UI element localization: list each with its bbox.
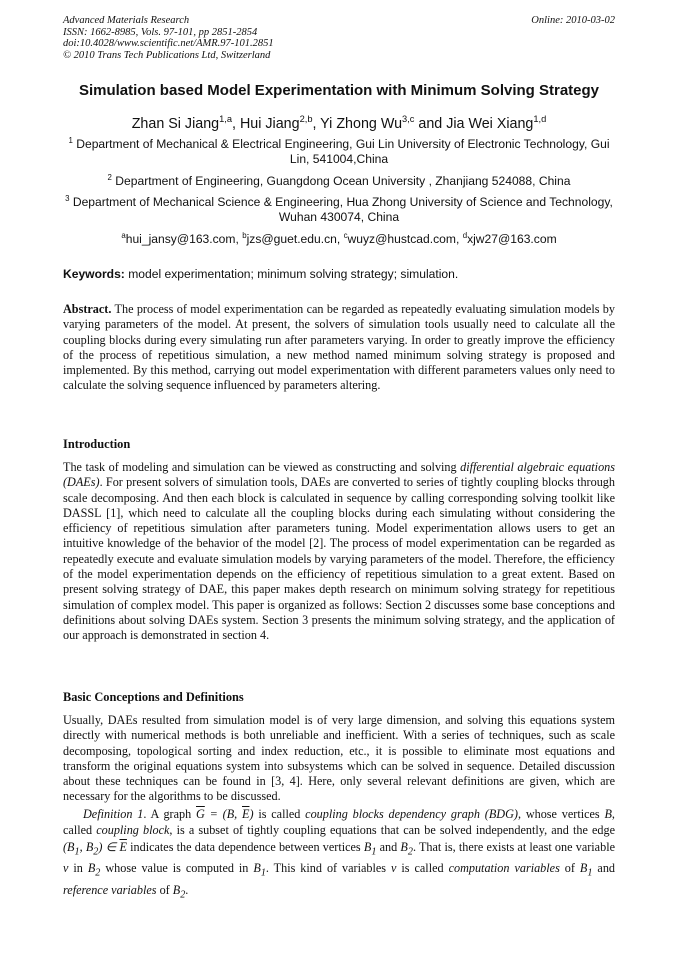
author-name: Yi Zhong Wu [320,116,403,132]
author-list [40,116,638,132]
introduction-paragraph [63,460,615,644]
affiliation-text: Department of Mechanical & Electrical Engineering, Gui Lin University of Electronic Technology, Gui Lin, 541004,China [76,137,610,166]
copyright-line: © 2010 Trans Tech Publications Ltd, Switzerland [63,49,271,61]
email-list [63,232,615,246]
affiliation-text: Department of Engineering, Guangdong Ocean University , Zhanjiang 524088, China [115,174,571,188]
author-name: Zhan Si Jiang [131,116,220,132]
keywords [63,267,615,281]
math-var: $B_2$ [400,839,413,858]
definition-text: whose value is computed in [100,861,254,876]
email-separator: , [336,232,344,246]
email-link[interactable]: hui_jansy@163.com [125,232,236,246]
email-sup: c [343,230,348,240]
definition-text: and [376,839,401,854]
definition-emphasis: coupling block [96,823,170,838]
abstract [63,302,615,394]
affiliation-2 [63,174,615,189]
keywords-text: model experimentation; minimum solving strategy; simulation. [124,267,459,281]
definition-emphasis: reference variables [63,883,157,898]
affiliation-sup: 2 [107,172,112,182]
definition-text: , called [63,807,615,838]
email-sup: b [242,230,247,240]
math-var: $B_1$ [579,861,593,879]
author-name: Hui Jiang [239,116,300,132]
definition-text: . That is, there exists at least one variable [412,839,615,854]
math-var: $B_1$ [253,861,266,879]
email-sup: d [462,230,468,240]
author-sup: 1,a [219,114,233,125]
journal-header [63,15,615,61]
basic-text: Usually, DAEs resulted from simulation model is of very large dimension, and solving this equations system directly with numerical methods is both unreliable and inefficient. With a series of techniques, such as scale decomposing, topological sorting and index reduction, etc., it is possible to eliminate most equations and transform the original equations system into subsystems which can be solved in sequence. Detailed discussion about these techniques can be found in [3, 4]. Here, only several relevant definitions are given, which are necessary for the algorithms to be discussed. [63,713,615,804]
email-separator: , [455,232,463,246]
definition-text: and [592,861,616,876]
intro-text: . For present solvers of simulation tools, DAEs are converted to series of tightly coupling blocks through scale decomposing. And then each block is calculated in sequence by calling corresponding solving toolkit like DASSL [1], which need to calculate all the coupling blocks during each simulating without considering the efficiency of repetitious simulation after parameters tuning. Model experimentation allows users to get an intuitive knowledge of the behavior of the model [2]. The process of model experimentation can be regarded as repeatedly execute and evaluate simulation models by varying parameters of the model. Therefore, the efficiency of the model experimentation depends on the efficiency of repetitious simulation to a great extent. Based on present solving strategy of DAE, this paper makes depth research on minimum solving strategy for repetitious simulation of complex model. This paper is organized as follows: Section 2 discusses some base conceptions and definitions about solving DAEs system. Section 3 presents the minimum solving strategy, and the application of our approach is demonstrated in section 4. [63,475,615,643]
email-link[interactable]: wuyz@hustcad.com [347,232,456,246]
definition-text: of [559,861,580,876]
email-sup: a [121,230,126,240]
math-var: $B_2$ [87,861,101,879]
paper-title: Simulation based Model Experimentation with Minimum Solving Strategy [78,82,600,99]
intro-text: The task of modeling and simulation can be viewed as constructing and solving [63,460,461,474]
author-separator: and [414,116,447,132]
author-separator: , [312,116,321,132]
math-edge: ($B_1$, $B_2$) ∈ $\overline{E}$ [63,839,127,858]
definition-text: , whose vertices [517,807,605,821]
math-var: $B_1$ [363,839,377,858]
affiliation-sup: 1 [68,135,73,145]
math-var: $B_2$ [172,883,186,901]
definition-emphasis: computation variables [448,861,560,876]
email-link[interactable]: xjw27@163.com [467,232,557,246]
affiliation-sup: 3 [65,193,70,203]
affiliation-3 [63,195,615,225]
doi-line: doi:10.4028/www.scientific.net/AMR.97-101.2851 [63,38,274,49]
definition-text: is called [396,861,449,876]
online-date: Online: 2010-03-02 [531,15,615,26]
abstract-label: Abstract. [63,302,112,316]
author-sup: 1,d [533,114,547,125]
definition-text: . [185,883,189,898]
intro-emphasis: differential algebraic equations (DAEs) [63,460,615,490]
math-var: v [391,861,397,876]
definition-text: . This kind of variables [265,861,392,876]
author-separator: , [232,116,240,132]
definition-text: is called [253,807,306,821]
definition-text: of [156,883,173,898]
author-sup: 3,c [402,114,415,125]
journal-name: Advanced Materials Research [63,15,190,26]
math-var: B [604,807,612,821]
definition-text: , is a subset of tightly coupling equations that can be solved independently, and the edge [169,823,615,838]
issn-line: ISSN: 1662-8985, Vols. 97-101, pp 2851-2854 [63,26,258,38]
author-sup: 2,b [299,114,313,125]
definition-emphasis: coupling blocks dependency graph (BDG) [305,807,518,821]
definition-label: Definition 1 [83,807,144,821]
math-var: v [63,861,69,876]
abstract-text: The process of model experimentation can be regarded as repeatedly evaluating simulation models by varying parameters of the model. At present, the solvers of simulation tools usually need to calculate all the coupling blocks during every simulating run after parameters varying. In order to greatly improve the efficiency of the process of repetitious simulation, a new method named minimum solving strategy is proposed and implemented. By this method, carrying out model experimentation with different parameters values only need to calculate the solving sequence influenced by parameters altering. [63,302,615,393]
email-separator: , [235,232,243,246]
definition-1 [63,806,615,904]
definition-text: indicates the data dependence between vertices [126,839,364,854]
math-graph: $\overline{G} = (B$, $\overline{E}$) [196,807,254,821]
definition-text: in [68,861,88,876]
email-link[interactable]: jzs@guet.edu.cn [246,232,337,246]
author-name: Jia Wei Xiang [446,116,534,132]
section-heading-introduction: Introduction [63,437,131,451]
definition-text: . A graph [143,807,196,821]
basic-paragraph [63,713,615,805]
affiliation-1 [63,137,615,167]
affiliation-text: Department of Mechanical Science & Engineering, Hua Zhong University of Science and Technology, Wuhan 430074, China [72,195,613,224]
section-heading-basic: Basic Conceptions and Definitions [63,690,244,704]
keywords-label: Keywords: [63,267,125,281]
